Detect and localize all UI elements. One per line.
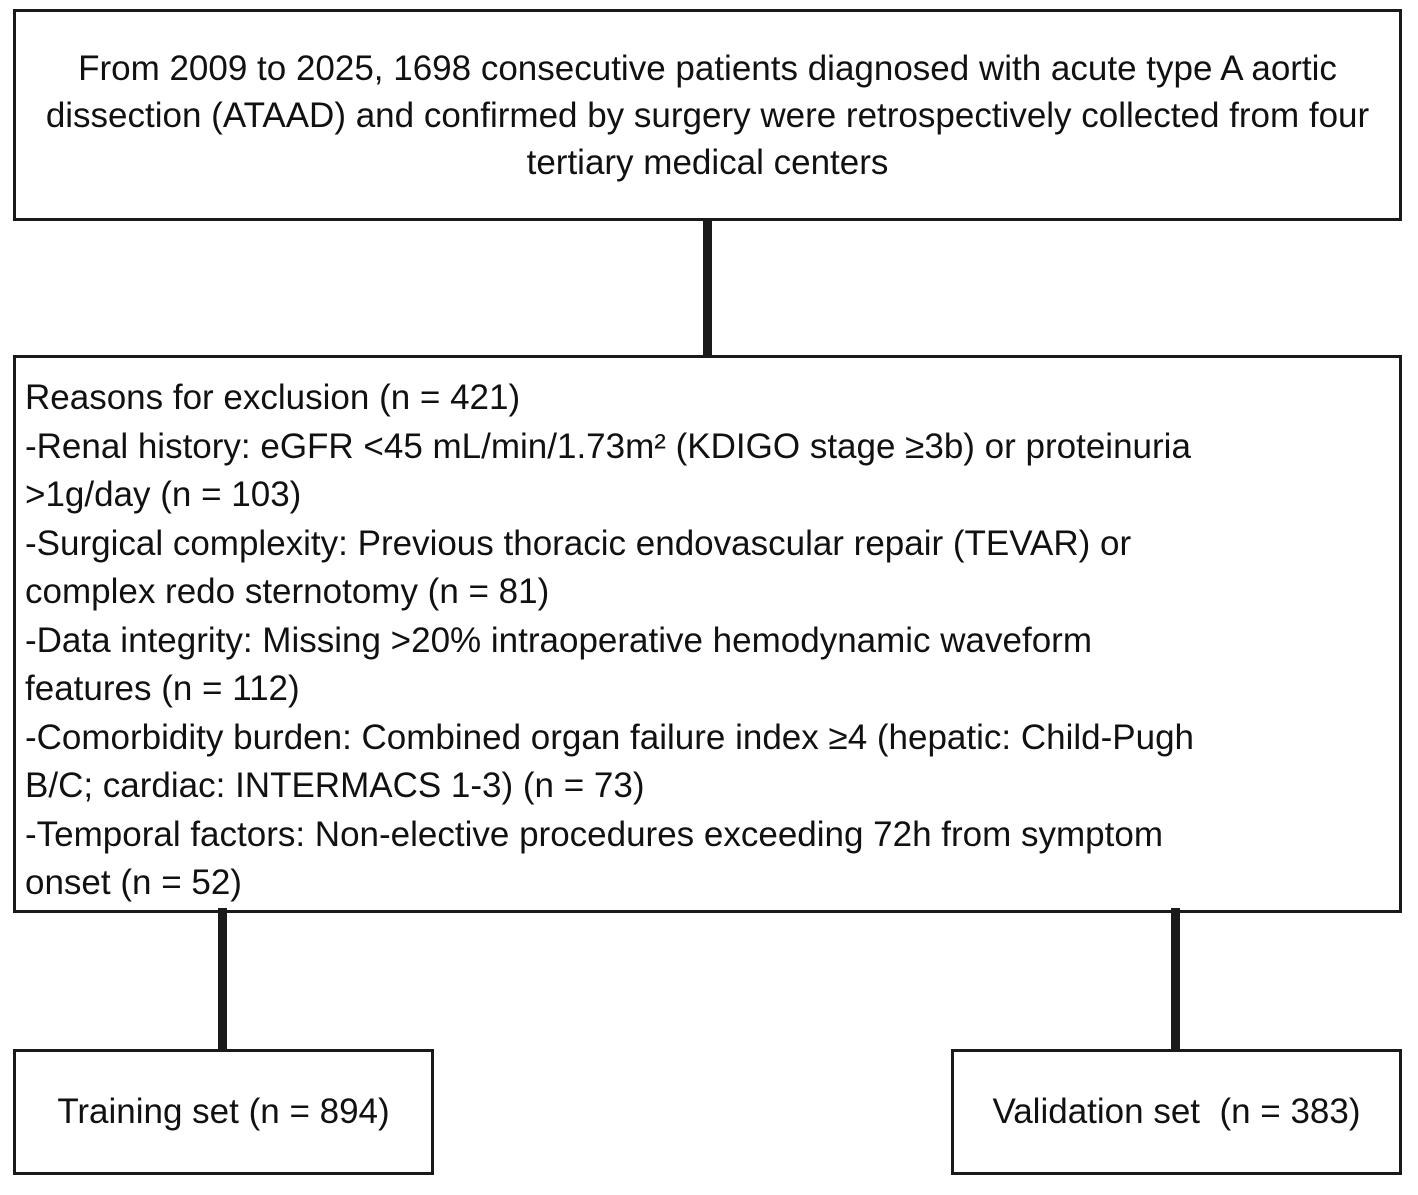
exclusion-box <box>13 355 1402 913</box>
exclusion-line: >1g/day (n = 103) <box>25 475 302 514</box>
connector-to-validation <box>1171 908 1180 1054</box>
exclusion-line: -Comorbidity burden: Combined organ failure index ≥4 (hepatic: Child-Pugh <box>25 717 1194 757</box>
exclusion-line: -Data integrity: Missing >20% intraoperative hemodynamic waveform <box>25 620 1092 660</box>
validation-set-label: Validation set (n = 383) <box>992 1092 1361 1131</box>
exclusion-line: -Renal history: eGFR <45 mL/min/1.73m² (KDIGO stage ≥3b) or proteinuria <box>25 426 1191 466</box>
exclusion-line: -Temporal factors: Non-elective procedures exceeding 72h from symptom <box>25 814 1163 854</box>
exclusion-line: -Surgical complexity: Previous thoracic endovascular repair (TEVAR) or <box>25 523 1132 563</box>
exclusion-line: features (n = 112) <box>25 669 300 708</box>
exclusion-line: B/C; cardiac: INTERMACS 1-3) (n = 73) <box>25 766 645 805</box>
cohort-text: From 2009 to 2025, 1698 consecutive patients diagnosed with acute type A aortic dissection (ATAAD) and confirmed by surgery were retrospectively collected from four tertiary medical centers <box>45 48 1370 182</box>
training-set-box <box>13 1049 434 1175</box>
cohort-box <box>13 9 1402 221</box>
exclusion-heading: Reasons for exclusion (n = 421) <box>25 378 521 417</box>
connector-to-training <box>218 908 227 1054</box>
exclusion-line: onset (n = 52) <box>25 863 242 902</box>
exclusion-line: complex redo sternotomy (n = 81) <box>25 572 550 611</box>
training-set-label: Training set (n = 894) <box>57 1092 390 1131</box>
connector-cohort-to-exclusion <box>703 218 712 360</box>
validation-set-box <box>951 1049 1402 1175</box>
